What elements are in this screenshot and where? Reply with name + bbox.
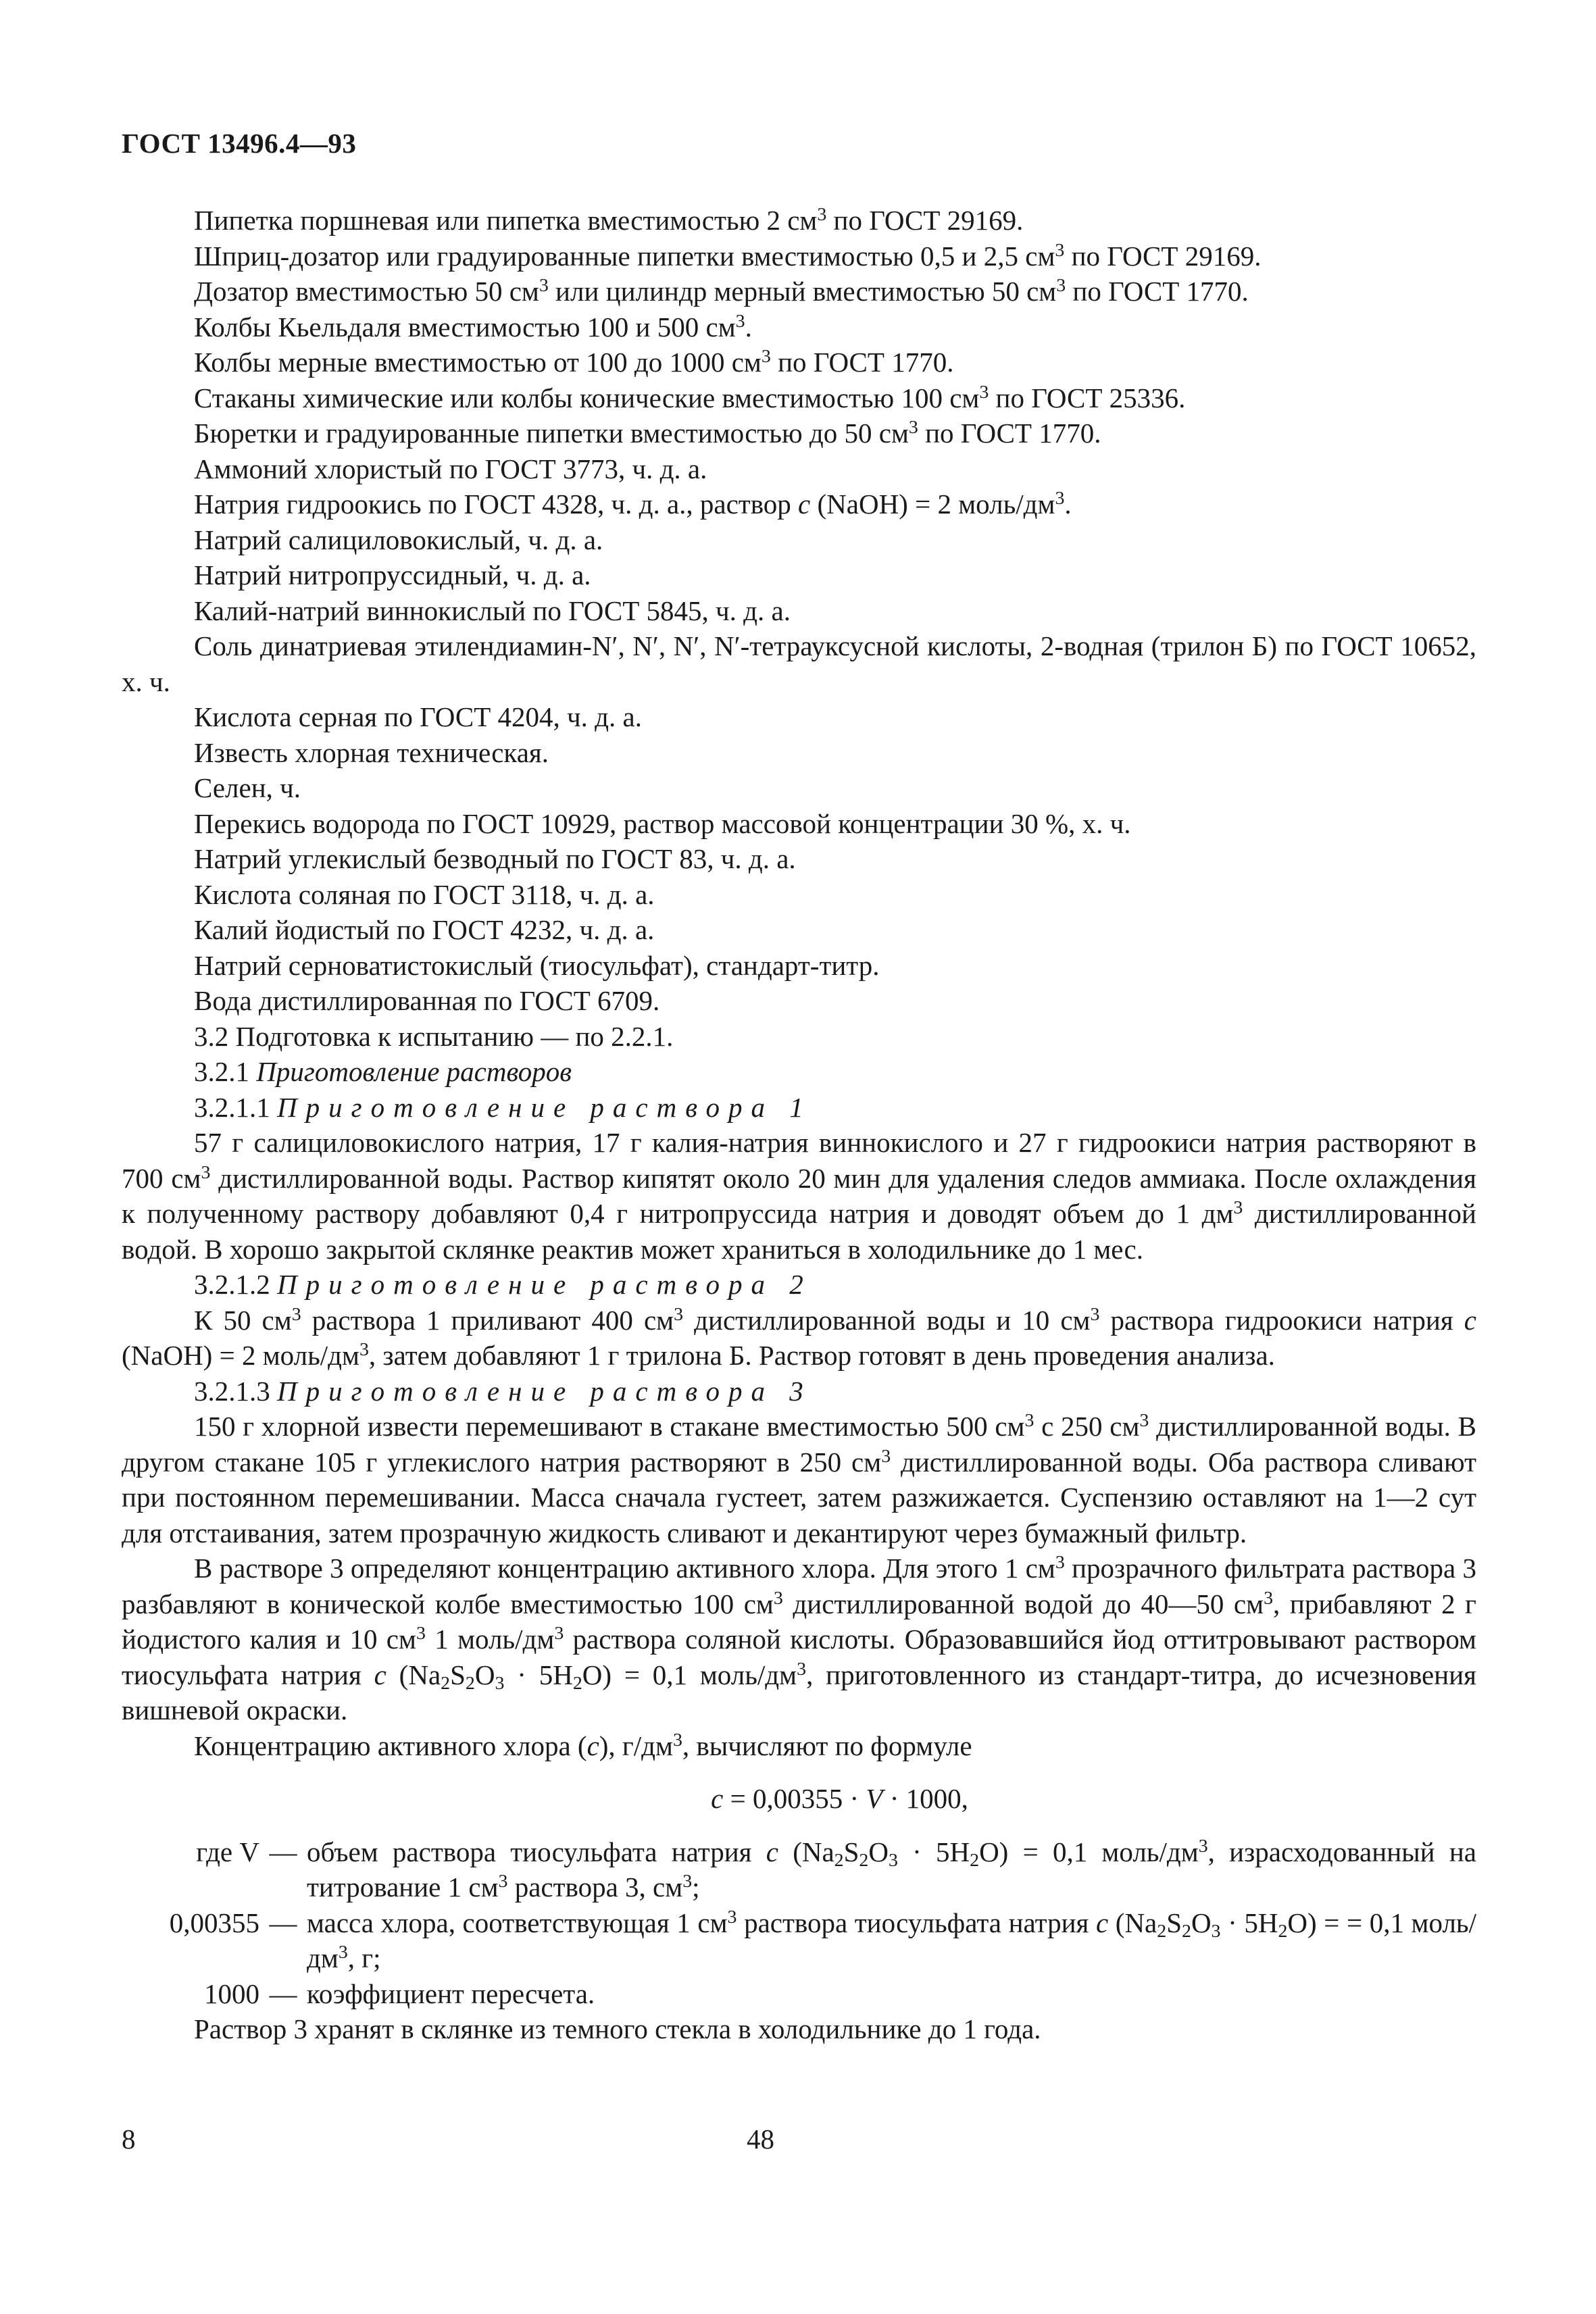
reagent-line: Стаканы химические или колбы конические вместимостью 100 $см^3$ по ГОСТ 25336.: [194, 381, 1186, 413]
solution-2-title: Приготовление раствора 2: [277, 1269, 812, 1300]
where-item-coefficient: 1000 — коэффициент пересчета.: [204, 1978, 595, 2009]
reagent-line: Бюретки и градуированные пипетки вместимостью до 50 $см^3$ по ГОСТ 1770.: [194, 417, 1101, 449]
reagent-line: Селен, ч.: [194, 772, 301, 803]
page-number-center: 48: [747, 2123, 774, 2155]
solution-1-heading: 3.2.1.1 Приготовление раствора 1: [194, 1091, 812, 1123]
reagent-line: Кислота соляная по ГОСТ 3118, ч. д. а.: [194, 878, 655, 910]
reagent-line: Колбы Кьельдаля вместимостью 100 и 500 $см^3$.: [194, 310, 752, 343]
reagent-line: Натрия гидроокись по ГОСТ 4328, ч. д. а., раствор c (NaOH) = 2 моль/$дм^3$.: [194, 488, 1072, 520]
reagent-line: Натрий нитропруссидный, ч. д. а.: [194, 559, 591, 590]
reagent-line: Аммоний хлористый по ГОСТ 3773, ч. д. а.: [194, 453, 707, 484]
reagent-line: Кислота серная по ГОСТ 4204, ч. д. а.: [194, 701, 642, 732]
solution-3-heading: 3.2.1.3 Приготовление раствора 3: [194, 1375, 812, 1407]
formula: c = 0,00355 · V · 1000,: [711, 1783, 968, 1814]
reagent-line: Калий йодистый по ГОСТ 4232, ч. д. а.: [194, 914, 655, 945]
chlorine-determination-text: В растворе 3 определяют концентрацию активного хлора. Для этого 1 $см^3$ прозрачного фильтрата раствора 3 разбавляют в конической колбе вместимостью 100 $см^3$ дистиллированной водой до 40—50 $см^3$, прибавляют 2 г йодистого калия и 10 $см^3$ 1 моль/$дм^3$ раствора соляной кислоты. Образовавшийся йод оттитровывают раствором тиосульфата натрия c $(Na_2S_2O_3 \cdot 5H_2O) = 0,1$ моль/$дм^3$, приготовленного из стандарт-титра, до исчезновения вишневой окраски.: [122, 1552, 1477, 1726]
storage-note: Раствор 3 хранят в склянке из темного стекла в холодильнике до 1 года.: [194, 2013, 1041, 2044]
solution-3-title: Приготовление раствора 3: [277, 1375, 812, 1407]
section-3-2: 3.2 Подготовка к испытанию — по 2.2.1.: [194, 1020, 674, 1052]
reagent-line: Дозатор вместимостью 50 $см^3$ или цилиндр мерный вместимостью 50 $см^3$ по ГОСТ 1770.: [194, 275, 1249, 307]
reagent-line: Колбы мерные вместимостью от 100 до 1000 $см^3$ по ГОСТ 1770.: [194, 346, 954, 378]
reagent-line: Шприц-дозатор или градуированные пипетки вместимостью 0,5 и 2,5 $см^3$ по ГОСТ 29169.: [194, 239, 1262, 272]
reagent-line: Пипетка поршневая или пипетка вместимостью 2 $см^3$ по ГОСТ 29169.: [194, 204, 1024, 236]
reagent-line: Известь хлорная техническая.: [194, 736, 549, 768]
solution-2-heading: 3.2.1.2 Приготовление раствора 2: [194, 1269, 812, 1300]
solution-3-text: 150 г хлорной извести перемешивают в стакане вместимостью 500 $см^3$ с 250 $см^3$ дистиллированной воды. В другом стакане 105 г углекислого натрия растворяют в 250 $см^3$ дистиллированной воды. Оба раствора сливают при постоянном перемешивании. Масса сначала густеет, затем разжижается. Суспензию оставляют на 1—2 сут для отстаивания, затем прозрачную жидкость сливают и декантируют через бумажный фильтр.: [122, 1410, 1476, 1549]
reagents-list: [122, 203, 1476, 1019]
solution-2-text: К 50 $см^3$ раствора 1 приливают 400 $см^3$ дистиллированной воды и 10 $см^3$ раствора гидроокиси натрия c (NaOH) = 2 моль/$дм^3$, затем добавляют 1 г трилона Б. Раствор готовят в день проведения анализа.: [122, 1303, 1476, 1371]
reagent-line: Соль динатриевая этилендиамин-N′, N′, N′, N′-тетрауксусной кислоты, 2-водная (трилон Б) по ГОСТ 10652, х. ч.: [122, 630, 1476, 697]
reagent-line: Натрий серноватистокислый (тиосульфат), стандарт-титр.: [194, 949, 880, 981]
section-3-2-1-title: Приготовление растворов: [256, 1056, 572, 1087]
reagent-line: Натрий салициловокислый, ч. д. а.: [194, 524, 603, 555]
reagent-line: Калий-натрий виннокислый по ГОСТ 5845, ч. д. а.: [194, 595, 791, 626]
reagent-line: Перекись водорода по ГОСТ 10929, раствор массовой концентрации 30 %, х. ч.: [194, 807, 1131, 839]
document-header: ГОСТ 13496.4—93: [122, 128, 357, 159]
concentration-intro: Концентрацию активного хлора (c), $г/дм^3$, вычисляют по формуле: [194, 1729, 972, 1761]
where-item-mass: 0,00355 — масса хлора, соответствующая 1 $см^3$ раствора тиосульфата натрия c $(Na_2S_2O_3 \cdot 5H_2O)$ = = 0,1 моль/$дм^3$, г;: [169, 1906, 1476, 1973]
solution-1-text: 57 г салициловокислого натрия, 17 г калия-натрия виннокислого и 27 г гидроокиси натрия растворяют в 700 $см^3$ дистиллированной воды. Раствор кипятят около 20 мин для удаления следов аммиака. После охлаждения к полученному раствору добавляют 0,4 г нитропруссида натрия и доводят объем до 1 $дм^3$ дистиллированной водой. В хорошо закрытой склянке реактив может храниться в холодильнике до 1 мес.: [122, 1127, 1476, 1265]
document-body: [122, 203, 1476, 2047]
reagent-line: Вода дистиллированная по ГОСТ 6709.: [194, 985, 660, 1016]
solution-1-title: Приготовление раствора 1: [277, 1091, 812, 1123]
page-number-left: 8: [122, 2123, 136, 2155]
reagent-line: Натрий углекислый безводный по ГОСТ 83, ч. д. а.: [194, 843, 796, 874]
section-3-2-1: 3.2.1 Приготовление растворов: [194, 1056, 572, 1087]
where-item-v: где V — объем раствора тиосульфата натрия c $(Na_2S_2O_3 \cdot 5H_2O) = 0,1$ моль/$дм^3$, израсходованный на титрование 1 $см^3$ раствора 3, $см^3$;: [196, 1835, 1477, 1903]
